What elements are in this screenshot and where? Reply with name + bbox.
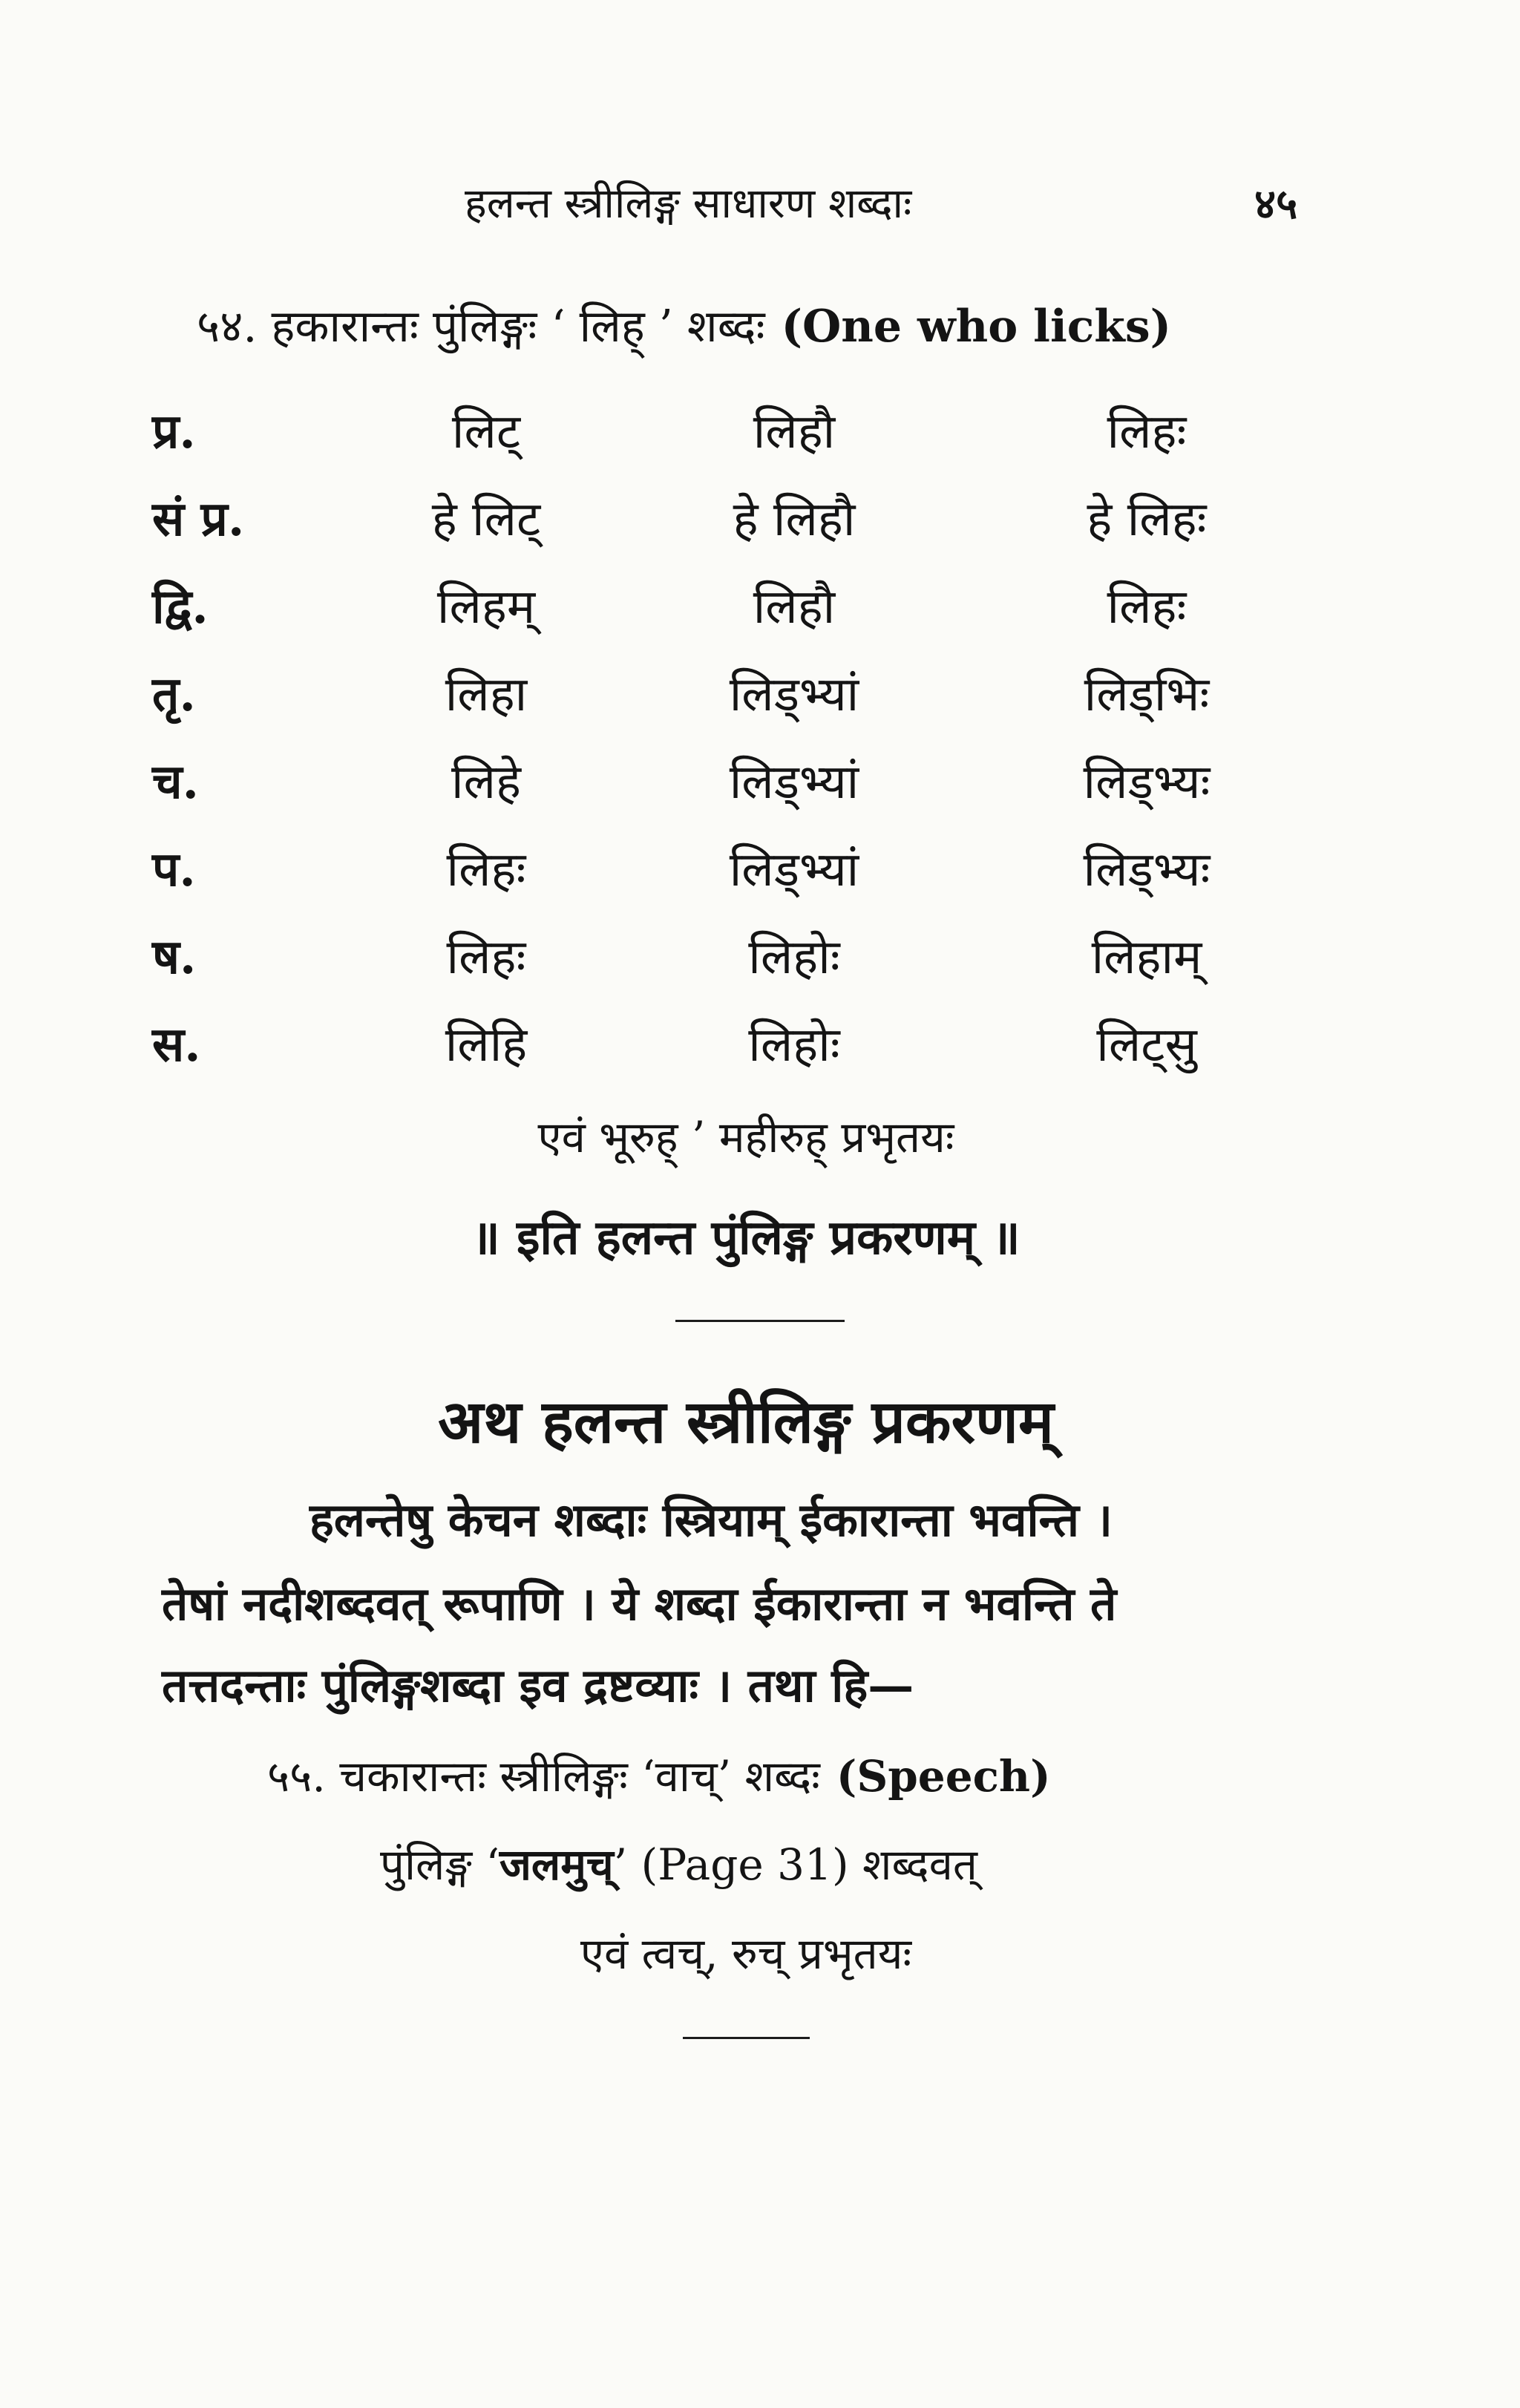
intro-line: तत्तदन्ताः पुंलिङ्गशब्दा इव द्रष्टव्याः । तथा हि— [162,1658,914,1712]
form-singular: लिहि [445,1017,528,1073]
form-dual: लिड्भ्यां [729,754,859,810]
form-plural: लिड्भ्यः [1083,754,1211,810]
page-number: ४५ [1254,180,1298,229]
section-54-gloss: (One who licks) [781,301,1172,353]
book-page [0,174,1520,2408]
section-54-note: एवं भूरुह् ’ महीरुह् प्रभृतयः [537,1112,954,1162]
form-plural: लिहः [1107,579,1187,635]
form-plural: लिट्सु [1096,1017,1197,1073]
section-54-title [0,293,1520,360]
form-singular: लिट् [451,404,521,459]
reference-suffix: ’ (Page 31) शब्दवत् [613,1839,977,1890]
section-55-title [0,1743,1520,1810]
form-dual: लिहोः [748,929,840,985]
case-label: द्वि. [152,578,209,635]
form-singular: लिहः [446,929,526,985]
form-plural: लिहः [1107,404,1187,459]
section-55-reference [0,1831,1520,1898]
declension-table [0,385,1520,1086]
form-dual: लिहोः [748,1017,840,1073]
form-dual: लिड्भ्यां [729,667,859,722]
section-54-heading: ५४. हकारान्तः पुंलिङ्गः ‘ लिह् ’ शब्दः [197,301,765,353]
section-55-gloss: (Speech) [836,1751,1051,1802]
intro-line: हलन्तेषु केचन शब्दाः स्त्रियाम् ईकारान्ता भवन्ति । [309,1493,1113,1547]
chapter-closing: ॥ इति हलन्त पुंलिङ्ग प्रकरणम् ॥ [471,1210,1021,1266]
intro-line: तेषां नदीशब्दवत् रूपाणि । ये शब्दा ईकारान्ता न भवन्ति ते [162,1577,1117,1631]
case-label: ष. [152,929,197,985]
form-singular: लिहम् [436,579,536,635]
case-label: सं प्र. [152,491,245,547]
form-plural: लिड्भ्यः [1083,842,1211,897]
form-plural: हे लिहः [1087,491,1207,547]
form-plural: लिहाम् [1091,929,1202,985]
section-55-heading: ५५. चकारान्तः स्त्रीलिङ्गः ‘वाच्’ शब्दः [267,1751,820,1802]
form-dual: लिड्भ्यां [729,842,859,897]
form-plural: लिड्भिः [1084,667,1210,722]
form-dual: लिहौ [753,404,836,459]
section-divider [675,1320,845,1322]
running-head: हलन्त स्त्रीलिङ्ग साधारण शब्दाः [465,180,912,228]
section-divider [683,2037,810,2039]
form-singular: लिहे [451,754,521,810]
case-label: च. [152,753,199,810]
reference-prefix: पुंलिङ्ग ‘ [380,1839,499,1890]
case-label: तृ. [152,666,196,722]
case-label: प्र. [152,403,196,459]
section-55-note: एवं त्वच्, रुच् प्रभृतयः [580,1928,912,1979]
reference-word: जलमुच् [499,1839,614,1890]
form-dual: लिहौ [753,579,836,635]
case-label: प. [152,841,196,897]
chapter-heading: अथ हलन्त स्त्रीलिङ्ग प्रकरणम् [438,1387,1054,1456]
page-header [0,174,1520,234]
form-singular: लिहा [445,667,528,722]
form-dual: हे लिहौ [733,491,856,547]
form-singular: लिहः [446,842,526,897]
form-singular: हे लिट् [431,491,541,547]
case-label: स. [152,1016,201,1073]
